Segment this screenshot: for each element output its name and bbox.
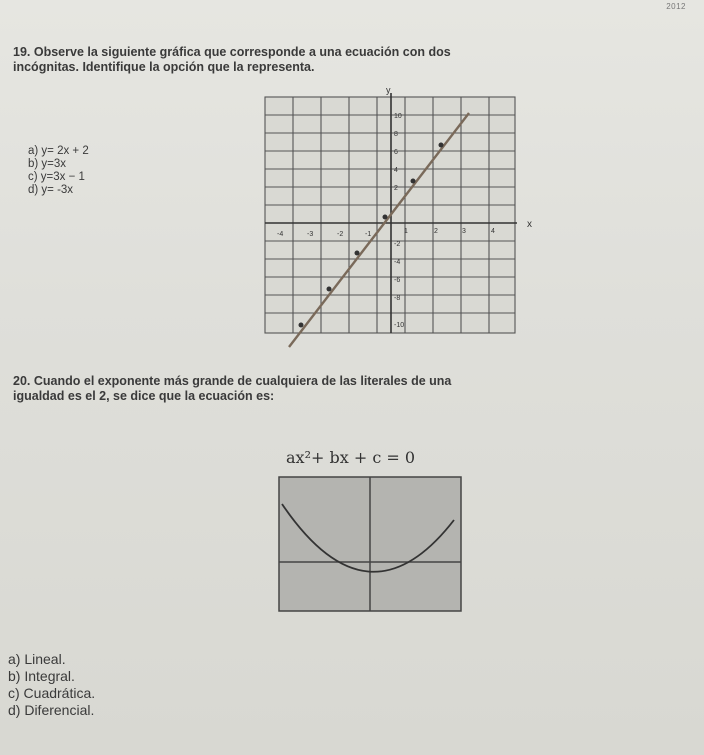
x-tick-minus-4: -4 [277, 231, 284, 238]
q19-option-d: d) y= -3x [28, 184, 74, 196]
y-tick-minus-8: -8 [394, 295, 401, 302]
x-tick-2: 2 [434, 228, 438, 235]
y-tick-4: 4 [394, 167, 398, 174]
q19-option-b: b) y=3x [28, 158, 67, 170]
q20-option-d: d) Diferencial. [8, 702, 95, 718]
y-tick-minus-10: -10 [394, 322, 405, 329]
question-20-line1: Cuando el exponente más grande de cualquiera de las literales de una [33, 374, 452, 388]
page-number: 2012 [666, 2, 686, 11]
line-point [355, 251, 360, 256]
y-tick-minus-2: -2 [394, 241, 401, 248]
y-tick-6: 6 [394, 149, 398, 156]
x-tick-minus-3: -3 [307, 231, 314, 238]
y-tick-minus-6: -6 [394, 277, 401, 284]
y-tick-8: 8 [394, 131, 398, 138]
question-19-line2: incógnitas. Identifique la opción que la representa. [13, 60, 315, 74]
line-point [439, 143, 444, 148]
question-20-options [8, 651, 95, 719]
question-19-number: 19. [13, 45, 31, 59]
x-tick-1: 1 [404, 228, 408, 235]
q20-option-b: b) Integral. [8, 668, 75, 684]
question-20-line2: igualdad es el 2, se dice que la ecuación es: [13, 389, 275, 403]
q19-option-c: c) y=3x − 1 [28, 171, 85, 183]
q19-option-a: a) y= 2x + 2 [28, 145, 89, 157]
q20-option-a: a) Lineal. [8, 651, 66, 667]
y-tick-10: 10 [394, 113, 402, 120]
q20-parabola-graph [278, 476, 462, 612]
question-19-line1: Observe la siguiente gráfica que corresponde a una ecuación con dos [33, 45, 451, 59]
q20-option-c: c) Cuadrática. [8, 685, 96, 701]
q19-linear-graph [255, 85, 540, 350]
x-axis-label: x [527, 219, 532, 230]
line-point [411, 179, 416, 184]
x-tick-minus-2: -2 [337, 231, 344, 238]
x-tick-3: 3 [462, 228, 466, 235]
quadratic-equation: ax²+ bx + c = 0 [286, 448, 416, 467]
x-tick-minus-1: -1 [365, 231, 372, 238]
line-point [299, 323, 304, 328]
y-tick-2: 2 [394, 185, 398, 192]
question-19-options [28, 145, 89, 197]
y-axis-label: y [386, 85, 391, 95]
question-20-number: 20. [13, 374, 31, 388]
line-point [383, 215, 388, 220]
y-tick-minus-4: -4 [394, 259, 401, 266]
question-20-text [13, 374, 693, 404]
x-tick-4: 4 [491, 228, 495, 235]
line-point [327, 287, 332, 292]
question-19-text [13, 45, 693, 75]
